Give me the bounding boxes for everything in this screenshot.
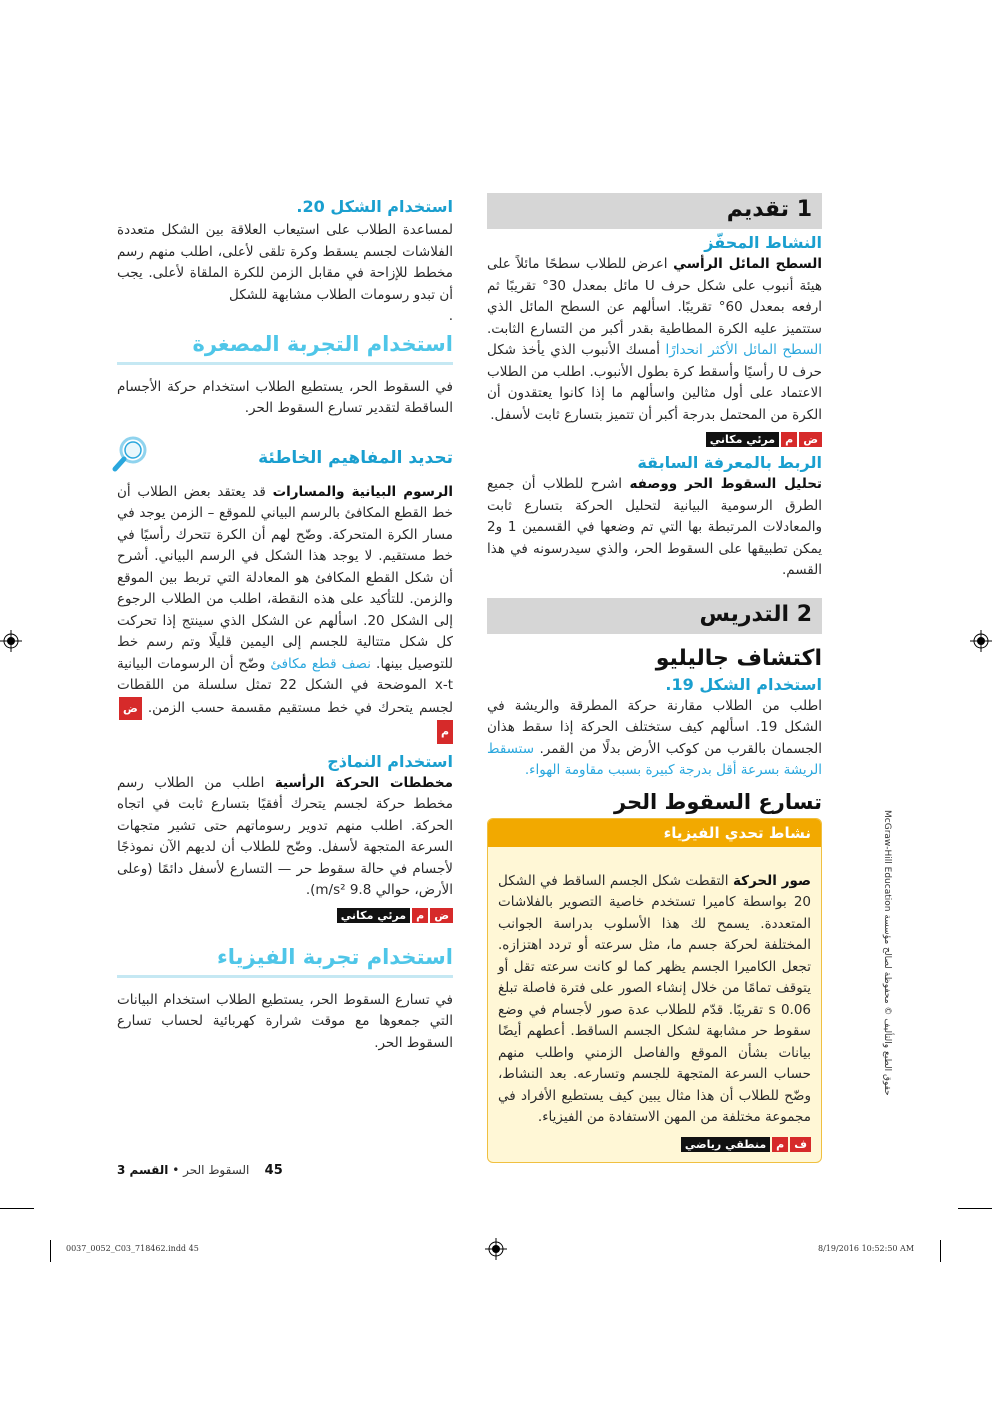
mini-lab-rule	[117, 362, 453, 365]
misconception-paragraph	[117, 482, 453, 744]
section-2-number: 2	[796, 601, 812, 627]
magnifier-icon	[111, 434, 151, 474]
page-footer	[117, 1163, 397, 1178]
models-tag-3: مرئي مكاني	[337, 908, 410, 923]
challenge-lead: صور الحركة	[733, 872, 812, 889]
section-1-header	[487, 193, 822, 229]
models-lead: مخططات الحركة الرأسية	[274, 774, 453, 791]
challenge-box	[487, 818, 822, 1163]
mini-lab-text: في السقوط الحر، يستطيع الطلاب استخدام حركة الأجسام الساقطة لتقدير تسارع السقوط الحر.	[117, 378, 453, 416]
fig20-text: لمساعدة الطلاب على استيعاب العلاقة بين الشكل متعددة الفلاشات لجسم يسقط وكرة تلقى لأعلى، اطلب منهم رسم مخطط للإزاحة في مقابل الزمن للكرة الملقاة لأعلى. يجب أن تبدو رسومات الطلاب مشابهة للشكل	[117, 222, 453, 303]
misconception-title: تحديد المفاهيم الخاطئة	[258, 447, 453, 468]
activity-answer: السطح المائل الأكثر انحدارًا	[665, 342, 823, 358]
left-column	[117, 197, 453, 1054]
challenge-box-title: نشاط تحدي الفيزياء	[663, 823, 811, 842]
footer-section-name: السقوط الحر	[183, 1163, 250, 1177]
fig20-paragraph	[117, 220, 453, 306]
mini-lab-title: استخدام التجربة المصغرة	[192, 331, 453, 356]
copyright-vertical	[878, 810, 894, 1130]
connect-lead: تحليل السقوط الحر ووصفه	[629, 476, 822, 492]
activity-tags	[487, 428, 822, 447]
footer-bullet: •	[172, 1163, 180, 1177]
section-1-number: 1	[796, 197, 812, 222]
activity-tag-3: مرئي مكاني	[706, 432, 779, 447]
challenge-tag-2: م	[772, 1137, 788, 1152]
activity-lead: السطح المائل الرأسي	[673, 256, 822, 272]
registration-mark-left	[0, 630, 22, 652]
copyright-text: حقوق الطبع والتأليف © محفوظة لصالح مؤسسة McGraw-Hill Education	[882, 810, 892, 1096]
challenge-box-header	[488, 819, 821, 847]
section-2-header	[487, 598, 822, 634]
challenge-tag-3: منطقي رياضي	[681, 1137, 770, 1152]
activity-text: اعرض للطلاب سطحًا مائلاً على هيئة أنبوب على شكل حرف U مائل بمعدل 30° تقريبًا ثم ارفعه بمعدل 60° تقريبًا. اسألهم عن السطح المائل الذي ستتميز عليه الكرة المطاطية بقدر أكبر من التسارع الثابت.	[487, 256, 822, 337]
crop-mark-bottom-left-v	[50, 1240, 51, 1262]
fig19-paragraph	[487, 696, 822, 782]
challenge-tag-1: ف	[790, 1137, 811, 1152]
footer-section-label: القسم 3	[117, 1163, 169, 1177]
misconception-answer: نصف قطع مكافئ	[270, 655, 372, 672]
fig20-title: استخدام الشكل 20.	[296, 197, 453, 216]
section-2-title: التدريس	[699, 601, 790, 627]
physics-lab-title: استخدام تجربة الفيزياء	[217, 944, 453, 969]
fig20-dot: .	[448, 308, 453, 324]
crop-mark-bottom-right-h	[958, 1208, 992, 1209]
physics-lab-paragraph	[117, 990, 453, 1055]
challenge-tags	[498, 1133, 811, 1152]
section-1-title: تقديم	[726, 197, 790, 222]
models-title: استخدام النماذج	[327, 751, 453, 771]
models-tags	[117, 904, 453, 923]
connect-title: الربط بالمعرفة السابقة	[637, 453, 822, 472]
crop-mark-bottom-right-v	[940, 1240, 941, 1262]
connect-paragraph	[487, 474, 822, 582]
challenge-text: التقطت شكل الجسم الساقط في الشكل 20 بواسطة كاميرا تستخدم خاصية التصوير بالفلاشات المتعددة. يسمح لك هذا الأسلوب بدراسة الجوانب المختلفة لحركة جسم ما، مثل سرعته أو تردد اهتزازه. تجعل الكاميرا الجسم يظهر كما لو كانت سرعته تقل أو يتوقف تمامًا من خلال إنشاء الصور على فترة فاصلة تبلغ 0.06 s تقريبًا. قدّم للطلاب عدة صور لأجسام في وضع سقوط حر مشابهة لشكل الجسم الساقط. أعطهم أيضًا بيانات بشأن الموقع والفاصل الزمني واطلب منهم حساب السرعة المتجهة للجسم وتسارعه. بعد النشاط، وضّح للطلاب أن هذا مثال يبين كيف يستطيع الأفراد في مجموعة مختلفة من المهن الاستفادة من الفيزياء.	[498, 872, 811, 1125]
page-number: 45	[264, 1163, 283, 1178]
models-paragraph	[117, 773, 453, 902]
galileo-title: اكتشاف جاليليو	[655, 645, 822, 671]
activity-tag-1: ض	[799, 432, 822, 447]
crop-mark-bottom-left-h	[0, 1208, 34, 1209]
activity-text-2: أمسك الأنبوب الذي يأخذ شكل حرف U رأسيًا وأسقط كرة بطول الأنبوب. اطلب من الطلاب الاعتماد على أول مثالين واسألهم ما إذا كانوا يعتقدون أن الكرة من المحتمل بدرجة أكبر أن تتميز بتسارع ثابت لأسفل.	[487, 342, 822, 423]
slug-file-name: 0037_0052_C03_718462.indd 45	[66, 1244, 199, 1253]
registration-mark-right	[970, 630, 992, 652]
physics-lab-rule	[117, 975, 453, 978]
misconception-tag-1: ض	[119, 697, 142, 721]
activity-paragraph	[487, 254, 822, 426]
slug-timestamp: 8/19/2016 10:52:50 AM	[818, 1244, 915, 1253]
models-text: اطلب من الطلاب رسم مخطط حركة لجسم يتحرك أفقيًا بتسارع ثابت في اتجاه الحركة. اطلب منهم تدوير رسوماتهم حتى تشير متجهات السرعة المتجهة لأسفل. وضّح للطلاب أن لديهم الآن نموذجًا لأجسام في حالة سقوط حر — التسارع لأسفل دائمًا (وعلى الأرض، حوالي 9.8 m/s²).	[117, 774, 453, 898]
mini-lab-paragraph	[117, 377, 453, 420]
misconception-text-1: قد يعتقد بعض الطلاب أن خط القطع المكافئ بالرسم البياني للموقع – الزمن يوجد في مسار الكرة المتحركة. وضّح لهم أن الكرة تتحرك رأسيًا في خط مستقيم. لا يوجد هذا الشكل في الرسم البياني. أشرح أن شكل القطع المكافئ هو المعادلة التي تربط بين الموقع والزمن. للتأكيد على هذه النقطة، اطلب من الطلاب الرجوع إلى الشكل 20. اسألهم عن الشكل الذي سينتج إذا تحركت كل شكل متتالية للجسم إلى اليمين قليلًا وتم رسم خط للتوصيل بينها.	[117, 483, 453, 672]
connect-text: اشرح للطلاب أن جميع الطرق الرسومية البيانية لتحليل الحركة بتسارع ثابت والمعادلات المرتبطة بها التي تم وضعها في القسمين 1 و2 يمكن تطبيقها على السقوط الحر، والذي سيدرسونه في هذا القسم.	[487, 476, 823, 578]
fig19-text: اطلب من الطلاب مقارنة حركة المطرقة والريشة في الشكل 19. اسألهم كيف ستختلف الحركة إذا سقط هذان الجسمان بالقرب من كوكب الأرض بدلًا من القمر.	[487, 697, 822, 757]
models-tag-1: ض	[430, 908, 453, 923]
models-tag-2: م	[412, 908, 428, 923]
misconception-lead: الرسوم البيانية والمسارات	[272, 483, 454, 500]
misconception-tag-2: م	[437, 720, 453, 744]
misconception-text-2: وضّح أن الرسومات البيانية x-t الموضحة في الشكل 22 تمثل سلسلة من اللقطات لجسم يتحرك في خط مستقيم مقسمة حسب الزمن.	[117, 655, 454, 716]
fig19-title: استخدام الشكل 19.	[665, 674, 822, 694]
physics-lab-text: في تسارع السقوط الحر، يستطيع الطلاب استخدام البيانات التي جمعوها مع موقت شرارة كهربائية لحساب تسارع السقوط الحر.	[117, 991, 453, 1051]
challenge-box-paragraph	[498, 871, 811, 1129]
registration-mark-bottom	[485, 1238, 507, 1260]
misconception-header	[117, 448, 453, 482]
activity-tag-2: م	[781, 432, 797, 447]
fig19-answer: ستسقط الريشة بسرعة أقل بدرجة كبيرة بسبب مقاومة الهواء.	[487, 740, 822, 778]
right-column	[487, 193, 822, 1163]
freefall-title: تسارع السقوط الحر	[613, 789, 822, 814]
activity-title: النشاط المحفّز	[704, 233, 822, 252]
